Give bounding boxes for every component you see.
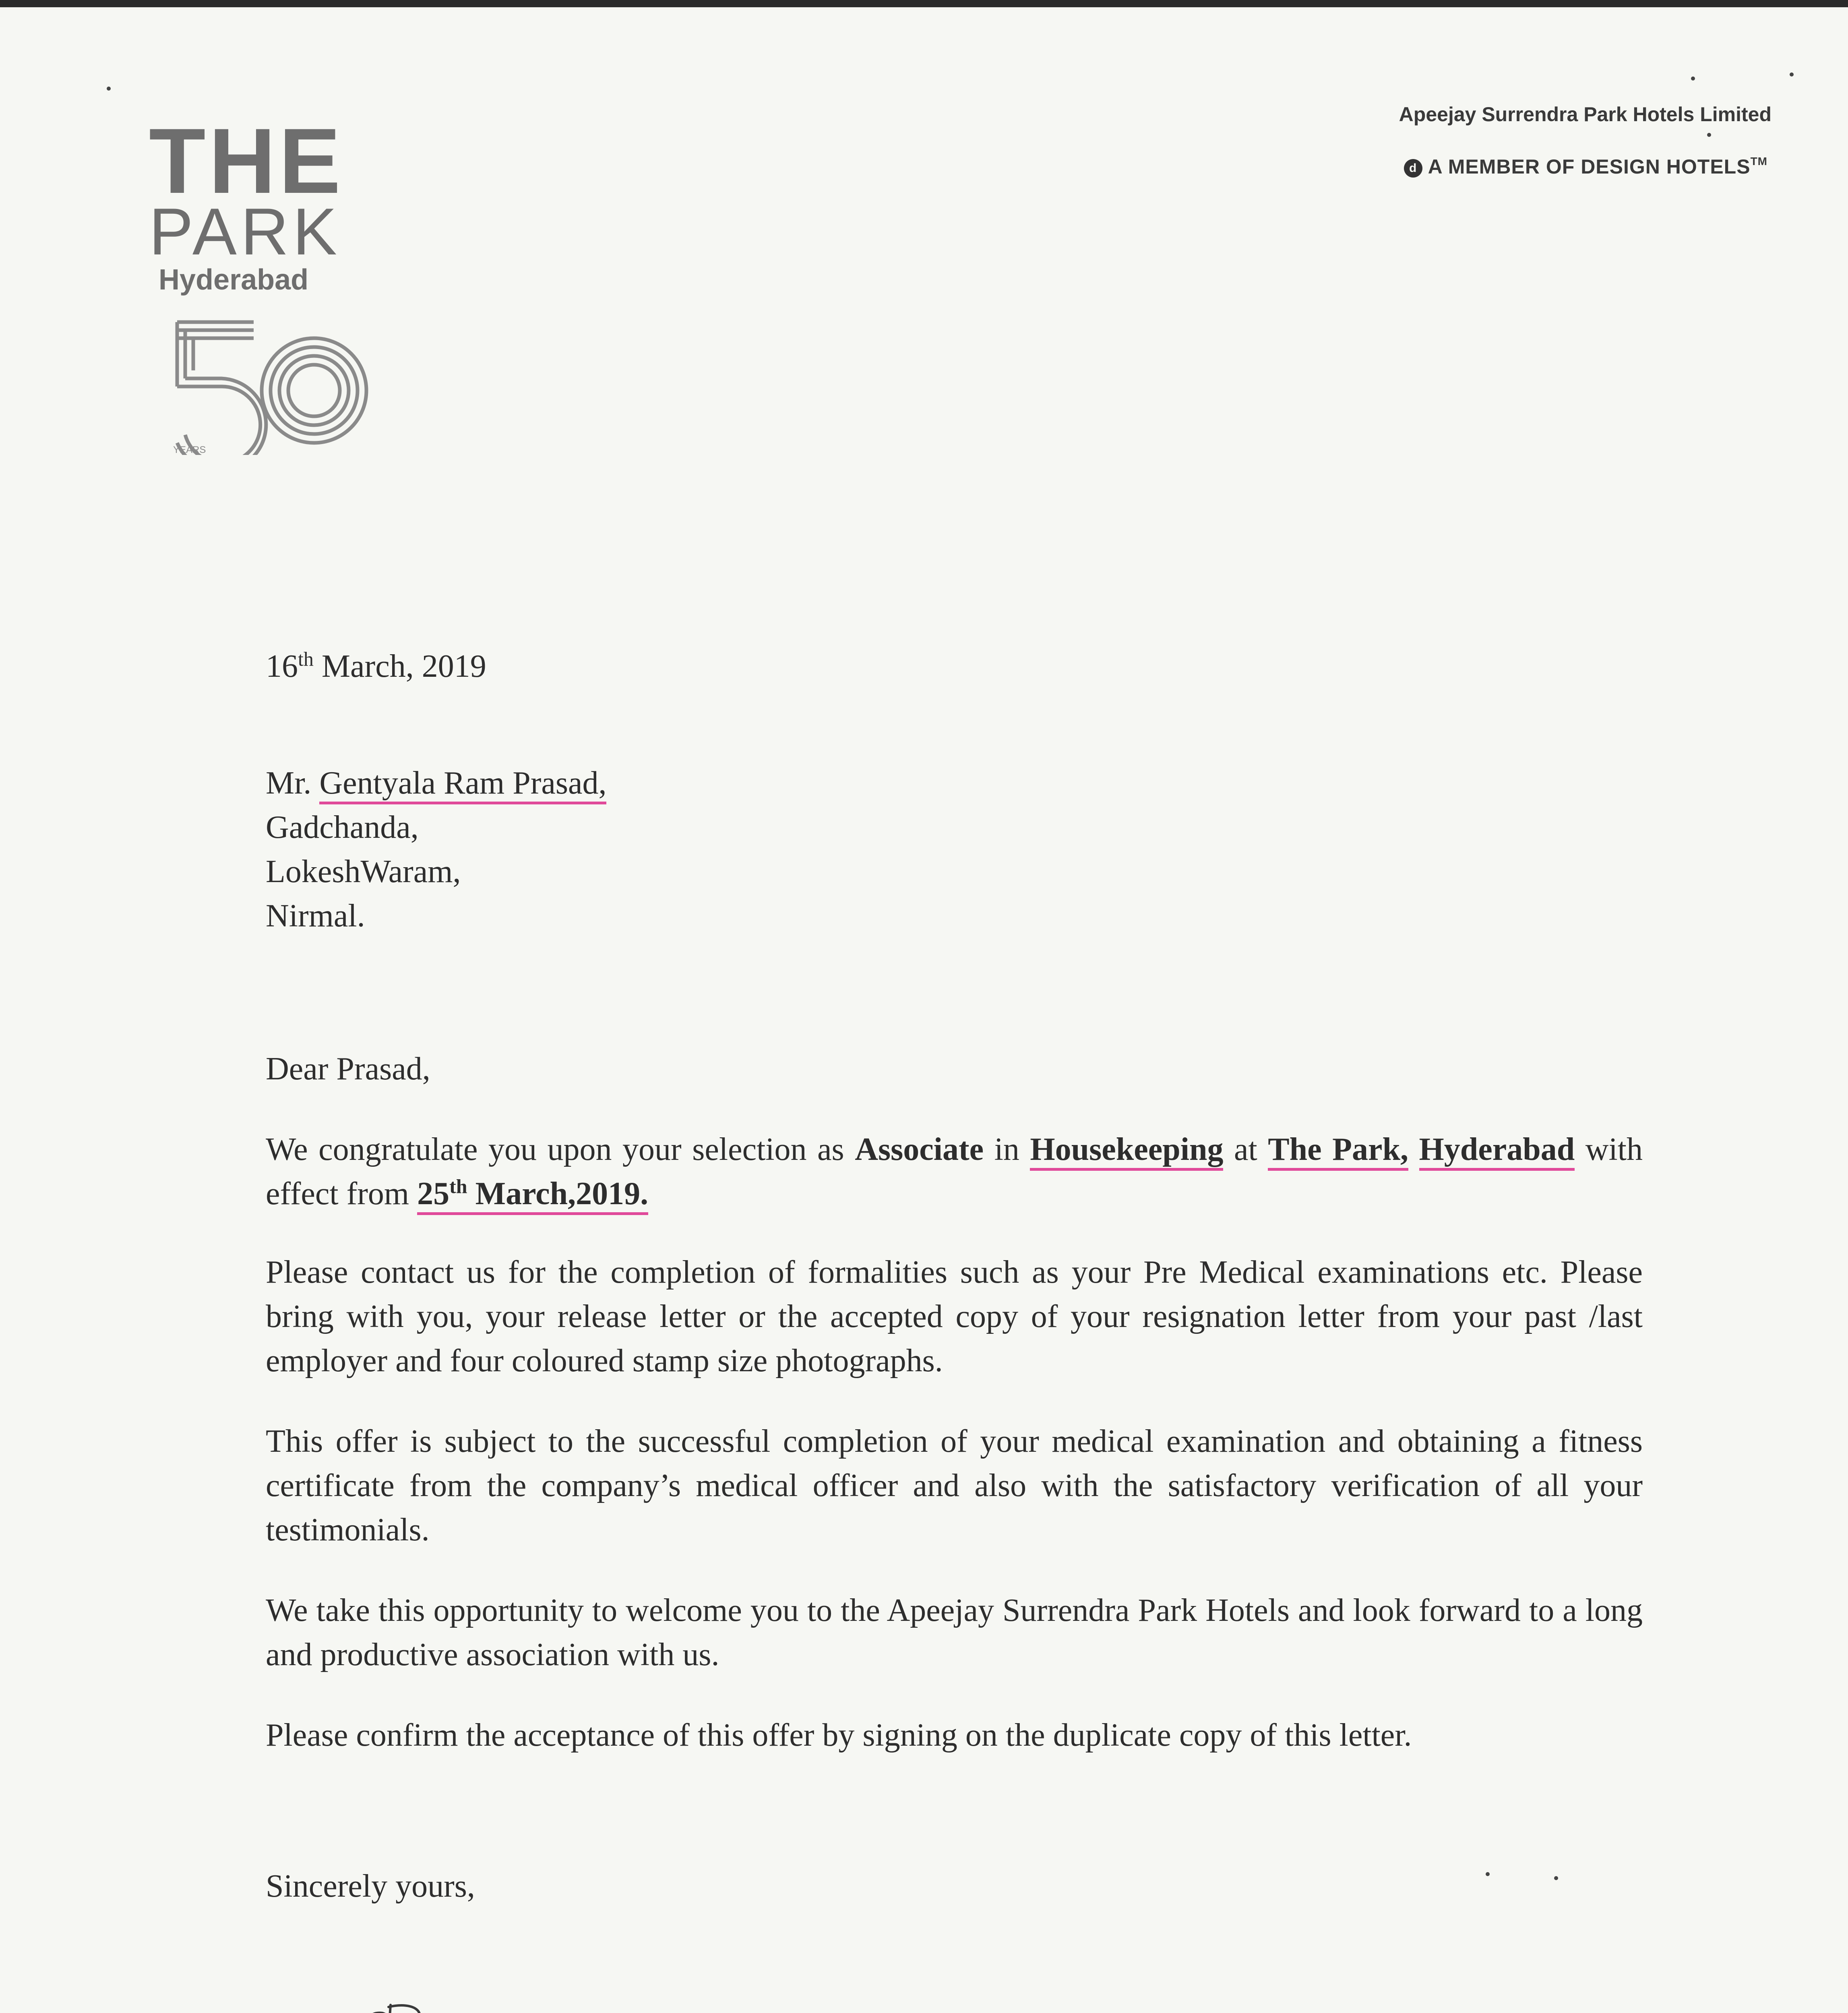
recipient-name: Gentyala Ram Prasad, xyxy=(319,765,606,804)
scan-speck xyxy=(1707,133,1711,137)
svg-text:YEARS: YEARS xyxy=(173,444,206,455)
p1-text: at xyxy=(1223,1132,1268,1167)
company-name: Apeejay Surrendra Park Hotels Limited xyxy=(1399,103,1772,126)
date-day: 16 xyxy=(266,649,298,684)
start-date xyxy=(417,1176,648,1215)
scan-speck xyxy=(1554,1876,1558,1880)
start-day: 25 xyxy=(417,1176,450,1211)
member-text: A MEMBER OF DESIGN HOTELS xyxy=(1428,155,1751,178)
start-rest: March,2019. xyxy=(475,1176,649,1211)
address-line: LokeshWaram, xyxy=(266,854,461,889)
paragraph-welcome: We take this opportunity to welcome you to the Apeejay Surrendra Park Hotels and look forward to a long and productive association with us. xyxy=(266,1593,1643,1672)
position: Associate xyxy=(855,1132,984,1167)
logo-park: PARK xyxy=(149,194,341,269)
hotel-city: Hyderabad xyxy=(1419,1132,1575,1171)
logo-the: THE xyxy=(149,109,344,213)
paragraph-conditions: This offer is subject to the successful completion of your medical examination and obtaining a fitness certificate from the company’s medical officer and also with the satisfactory verification of all your testimonials. xyxy=(266,1424,1643,1548)
p1-text: We congratulate you upon your selection as xyxy=(266,1132,855,1167)
paragraph-selection xyxy=(266,1127,1643,1216)
address-line: Nirmal. xyxy=(266,898,365,934)
scan-speck xyxy=(1486,1872,1490,1876)
closing: Sincerely yours, xyxy=(266,1868,475,1904)
paragraph-confirm: Please confirm the acceptance of this offer by signing on the duplicate copy of this letter. xyxy=(266,1717,1412,1753)
fifty-years-badge-icon xyxy=(161,314,370,455)
design-hotels-icon: d xyxy=(1404,159,1422,178)
scan-speck xyxy=(107,87,111,91)
letter-date xyxy=(266,644,486,688)
member-line xyxy=(1404,155,1767,178)
handwritten-signature xyxy=(242,1989,572,2013)
paragraph-formalities: Please contact us for the completion of formalities such as your Pre Medical examinations etc. Please bring with you, your release letter or the accepted copy of your resignation letter from your past /last employer and four coloured stamp size photographs. xyxy=(266,1255,1643,1379)
recipient-name-line xyxy=(266,761,606,805)
scan-edge xyxy=(0,0,1848,7)
scan-speck xyxy=(1790,72,1794,76)
salutation: Dear Prasad, xyxy=(266,1051,430,1087)
date-rest: March, 2019 xyxy=(321,649,486,684)
p1-text: with effect from xyxy=(266,1132,1643,1211)
recipient-address xyxy=(266,761,606,938)
p1-text: in xyxy=(984,1132,1030,1167)
department: Housekeeping xyxy=(1030,1132,1223,1171)
scan-speck xyxy=(1691,76,1695,81)
date-suffix: th xyxy=(298,647,314,670)
hotel-logo xyxy=(149,109,391,455)
address-line: Gadchanda, xyxy=(266,810,419,845)
start-suffix: th xyxy=(449,1175,467,1198)
trademark: TM xyxy=(1750,155,1767,167)
logo-city: Hyderabad xyxy=(159,264,309,296)
recipient-title: Mr. xyxy=(266,765,320,801)
hotel-name: The Park, xyxy=(1268,1132,1408,1171)
